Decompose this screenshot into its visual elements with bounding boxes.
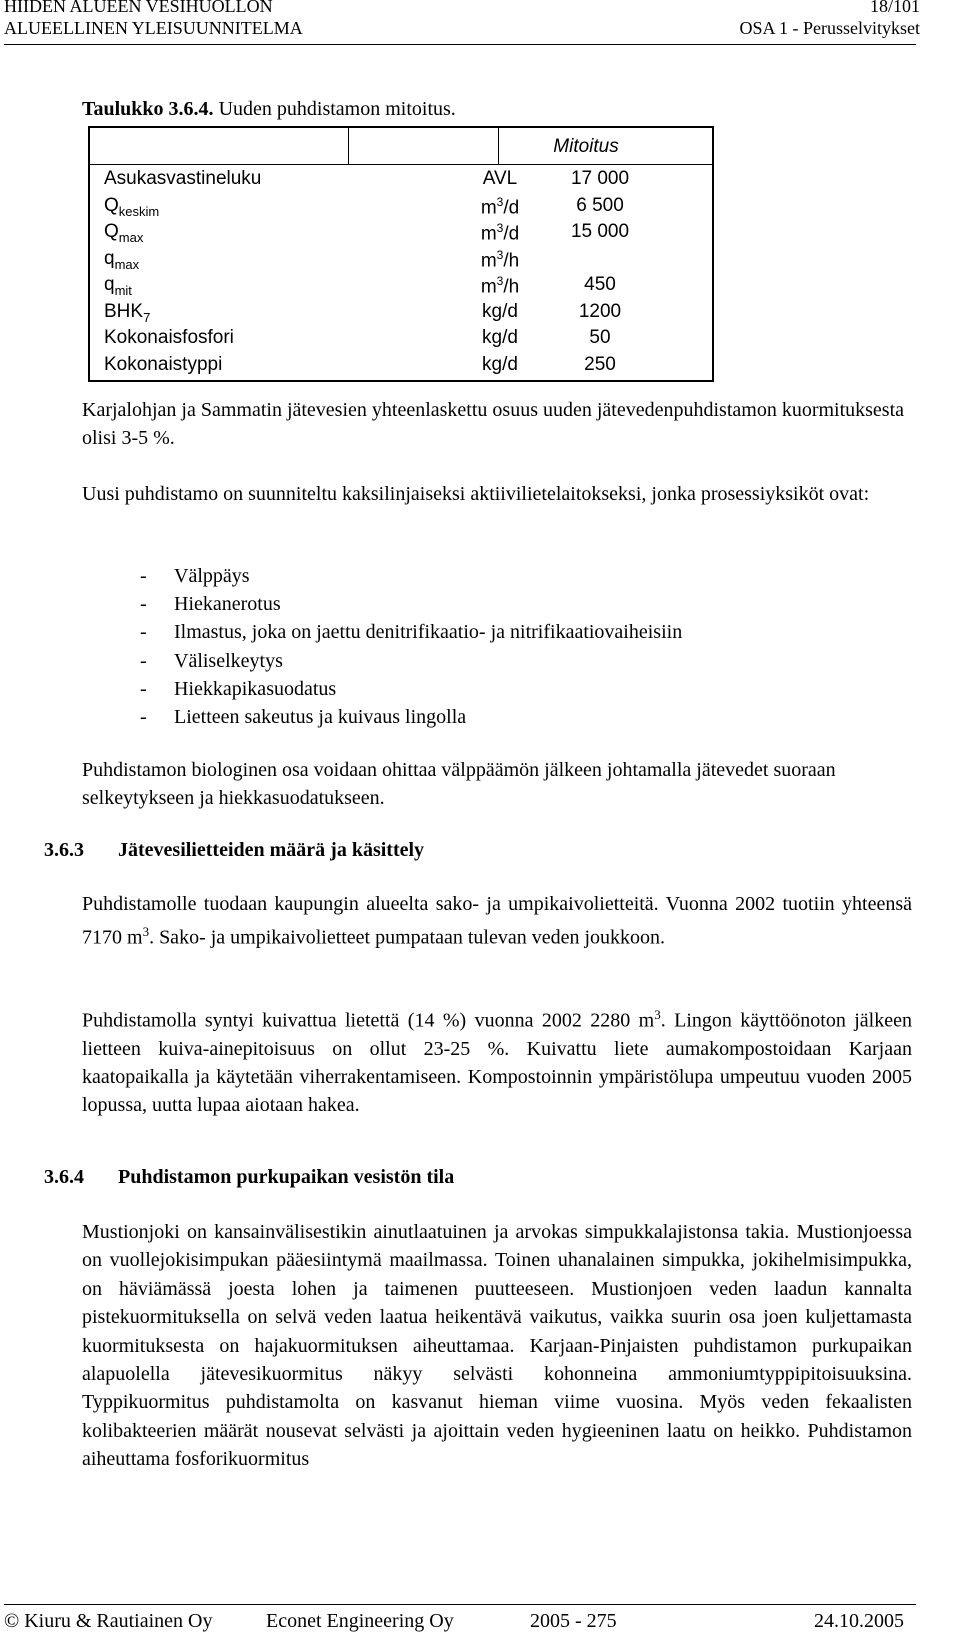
row-parameter-subscript: 7 <box>143 309 151 325</box>
paragraph-bypass: Puhdistamon biologinen osa voidaan ohittaa välppäämön jälkeen johtamalla jätevedet suoraan selkeytykseen ja hiekkasuodatukseen. <box>82 759 836 809</box>
paragraph-text: Puhdistamolle tuodaan kaupungin alueelta sako- ja umpikaivolietteitä. Vuonna 2002 tuotiin yhteensä 7170 m <box>82 893 912 949</box>
unit-base: m <box>480 276 497 298</box>
row-value: 450 <box>584 274 616 295</box>
paragraph-sludge-import <box>82 890 912 952</box>
paragraph-text: . Sako- ja umpikaivolietteet pumpataan tulevan veden joukkoon. <box>149 926 666 949</box>
unit-tail: /d <box>503 196 520 218</box>
row-parameter: q <box>104 274 115 295</box>
table-header-divider-2 <box>498 128 499 164</box>
row-unit <box>450 327 550 349</box>
table-header-rule <box>90 164 712 165</box>
header-title: HIIDEN ALUEEN VESIHUOLLON <box>4 0 273 16</box>
section-number: 3.6.3 <box>44 839 84 861</box>
unit-tail: /h <box>503 249 520 271</box>
paragraph-load-share: Karjalohjan ja Sammatin jätevesien yhteenlaskettu osuus uuden jätevedenpuhdistamon kuormituksesta olisi 3-5 %. <box>82 399 905 449</box>
table-row <box>90 195 712 222</box>
unit-exponent: 3 <box>496 194 504 209</box>
list-dash: - <box>140 593 147 616</box>
page-number: 18/101 <box>869 0 920 16</box>
row-parameter: Q <box>104 221 119 242</box>
process-unit-item <box>140 562 682 590</box>
row-parameter: q <box>104 247 115 269</box>
process-unit-item <box>140 703 682 731</box>
list-dash: - <box>140 621 147 644</box>
paragraph-river-status: Mustionjoki on kansainvälisestikin ainutlaatuinen ja arvokas simpukkalajistonsa takia. Mustionjoessa on vuollejokisimpukan pääesiintymä maailmassa. Toinen uhanalainen simpukka, jokihelmisimpukka, on häviämässä joesta lohen ja taimenen puutteeseen. Mustionjoen veden laadun kannalta pistekuormituksella on selvä veden laatua heikentävä vaikutus, vaikka suurin osa joen kuljettamasta kuormituksesta on hajakuormituksen aiheuttamaa. Karjaan-Pinjaisten puhdistamon purkupaikan alapuolella jätevesikuormitus näkyy selvästi kohonneina ammoniumtyppipitoisuuksina. Typpikuormitus puhdistamolta on kasvanut hieman viime vuosina. Myös veden fekaalisten kolibakteerien määrät nousevat selvästi ja ajoittain veden hygieeninen laatu on heikko. Puhdistamon aiheuttama fosforikuormitus <box>82 1221 912 1471</box>
unit-exponent: 3 <box>496 221 504 235</box>
row-parameter-cell <box>104 274 132 298</box>
unit-exponent: 3 <box>496 274 504 288</box>
row-value: 50 <box>589 327 611 348</box>
row-value: 17 000 <box>570 168 630 189</box>
footer-company: Econet Engineering Oy <box>266 1610 454 1632</box>
footer-copyright: © Kiuru & Rautiainen Oy <box>4 1610 213 1632</box>
table-row <box>90 354 712 381</box>
page-header-line2 <box>4 18 956 38</box>
header-divider <box>4 44 916 45</box>
row-unit <box>450 274 550 298</box>
process-unit-label: Välppäys <box>174 565 250 587</box>
list-dash: - <box>140 565 147 587</box>
process-unit-item <box>140 590 682 618</box>
section-title: Puhdistamon purkupaikan vesistön tila <box>118 1166 455 1188</box>
row-parameter-subscript: max <box>118 229 144 245</box>
row-parameter: Kokonaistyppi <box>104 353 223 375</box>
process-unit-label: Hiekanerotus <box>174 593 281 616</box>
section-title: Jätevesilietteiden määrä ja käsittely <box>118 839 425 861</box>
unit-base: m <box>480 196 497 218</box>
list-dash: - <box>140 649 147 672</box>
section-heading-363 <box>44 839 424 862</box>
row-value: 250 <box>584 353 616 375</box>
process-unit-label: Ilmastus, joka on jaettu denitrifikaatio- ja nitrifikaatiovaiheisiin <box>174 621 683 644</box>
table-caption-text: Uuden puhdistamon mitoitus. <box>218 98 456 120</box>
table-header-divider-1 <box>348 128 349 164</box>
table-row <box>90 248 712 275</box>
unit-base: kg/d <box>482 300 518 322</box>
process-unit-item <box>140 647 682 675</box>
paragraph-text: Puhdistamolla syntyi kuivattua lietettä (14 %) vuonna 2002 2280 m <box>82 1009 655 1032</box>
row-parameter-subscript: max <box>114 256 140 272</box>
table-row <box>90 168 712 195</box>
table-caption-number: Taulukko 3.6.4. <box>82 98 214 120</box>
unit-base: kg/d <box>482 353 518 375</box>
table-row <box>90 274 712 301</box>
table-row <box>90 221 712 248</box>
list-dash: - <box>140 677 147 700</box>
row-parameter-subscript: keskim <box>118 203 160 219</box>
unit-tail: /h <box>503 276 520 298</box>
unit-exponent: 3 <box>496 247 504 262</box>
dimensioning-table <box>88 126 714 382</box>
table-row <box>90 301 712 328</box>
row-parameter: BHK <box>104 300 144 322</box>
row-parameter: Asukasvastineluku <box>104 168 262 189</box>
process-unit-list <box>140 562 682 731</box>
page-header-line1 <box>4 0 956 16</box>
row-unit <box>450 168 550 190</box>
row-parameter-cell <box>104 301 150 325</box>
footer-divider <box>4 1604 916 1605</box>
footer-project-number: 2005 - 275 <box>530 1610 617 1632</box>
table-row <box>90 327 712 354</box>
superscript: 3 <box>142 924 150 939</box>
row-value: 15 000 <box>570 221 630 242</box>
row-value: 6 500 <box>576 194 624 216</box>
process-unit-label: Väliselkeytys <box>174 649 283 672</box>
header-subtitle: ALUEELLINEN YLEISUUNNITELMA <box>4 18 303 38</box>
row-parameter: Kokonaisfosfori <box>104 327 234 348</box>
row-parameter-cell <box>104 248 139 272</box>
row-parameter-subscript: mit <box>114 282 132 298</box>
row-parameter-cell <box>104 221 143 245</box>
row-unit <box>450 354 550 376</box>
paragraph-text: . Lingon käyttöönoton jälkeen lietteen kuiva-ainepitoisuus on ollut 23-25 %. Kuivattu liete aumakompostoidaan Karjaan kaatopaikalla ja käytetään viherrakentamiseen. Kompostoinnin ympäristölupa umpeutuu vuoden 2005 lopussa, uutta lupaa aiotaan hakea. <box>82 1009 912 1116</box>
unit-base: kg/d <box>482 327 518 348</box>
process-unit-label: Hiekkapikasuodatus <box>174 677 337 700</box>
unit-base: AVL <box>482 168 518 189</box>
list-dash: - <box>140 706 147 729</box>
row-unit <box>450 221 550 245</box>
table-caption <box>82 98 456 121</box>
header-section: OSA 1 - Perusselvitykset <box>739 18 920 38</box>
section-number: 3.6.4 <box>44 1166 84 1188</box>
process-unit-item <box>140 675 682 703</box>
row-parameter: Q <box>104 194 119 216</box>
footer-date: 24.10.2005 <box>814 1610 904 1632</box>
section-heading-364 <box>44 1166 454 1189</box>
unit-base: m <box>480 223 497 245</box>
table-column-header: Mitoitus <box>553 136 619 157</box>
row-unit <box>450 248 550 272</box>
row-value: 1200 <box>578 300 622 322</box>
unit-base: m <box>480 249 497 271</box>
process-unit-label: Lietteen sakeutus ja kuivaus lingolla <box>174 706 467 729</box>
paragraph-sludge-production <box>82 1001 912 1119</box>
superscript: 3 <box>654 1007 661 1022</box>
row-unit <box>450 301 550 323</box>
paragraph-new-plant: Uusi puhdistamo on suunniteltu kaksilinjaiseksi aktiivilietelaitokseksi, jonka prosessiyksiköt ovat: <box>82 483 870 505</box>
process-unit-item <box>140 618 682 646</box>
row-parameter-cell <box>104 195 159 219</box>
unit-tail: /d <box>503 223 520 245</box>
row-unit <box>450 195 550 219</box>
